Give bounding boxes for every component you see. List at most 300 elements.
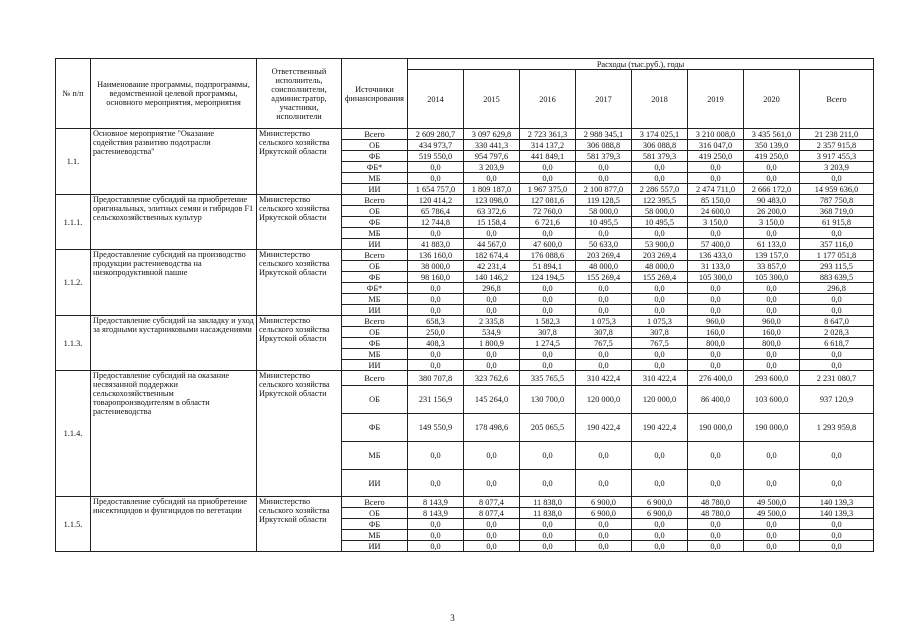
year-value: 120 414,2 — [408, 195, 464, 206]
year-value: 48 000,0 — [576, 261, 632, 272]
funding-source: ОБ — [342, 508, 408, 519]
total-value: 2 231 080,7 — [800, 371, 874, 386]
year-value: 2 609 280,7 — [408, 129, 464, 140]
year-value: 767,5 — [632, 338, 688, 349]
item-responsible: Министерство сельского хозяйства Иркутской области — [257, 250, 342, 316]
year-value: 2 286 557,0 — [632, 184, 688, 195]
year-value: 0,0 — [464, 530, 520, 541]
header-year: 2017 — [576, 70, 632, 129]
year-value: 90 483,0 — [744, 195, 800, 206]
year-value: 6 900,0 — [576, 508, 632, 519]
year-value: 307,8 — [576, 327, 632, 338]
year-value: 203 269,4 — [576, 250, 632, 261]
year-value: 58 000,0 — [576, 206, 632, 217]
year-value: 190 422,4 — [632, 414, 688, 442]
year-value: 323 762,6 — [464, 371, 520, 386]
year-value: 49 500,0 — [744, 497, 800, 508]
total-value: 0,0 — [800, 470, 874, 497]
year-value: 3 150,0 — [744, 217, 800, 228]
year-value: 2 988 345,1 — [576, 129, 632, 140]
year-value: 0,0 — [688, 162, 744, 173]
expenses-table-container — [55, 58, 873, 552]
year-value: 124 194,5 — [520, 272, 576, 283]
header-name: Наименование программы, подпрограммы, ведомственной целевой программы, основного мероприятия, мероприятия — [91, 59, 257, 129]
year-value: 0,0 — [688, 442, 744, 470]
total-value: 787 750,8 — [800, 195, 874, 206]
funding-source: Всего — [342, 497, 408, 508]
total-value: 8 647,0 — [800, 316, 874, 327]
item-number: 1.1.5. — [56, 497, 91, 552]
funding-source: МБ — [342, 173, 408, 184]
total-value: 296,8 — [800, 283, 874, 294]
year-value: 0,0 — [576, 228, 632, 239]
year-value: 139 157,0 — [744, 250, 800, 261]
total-value: 140 139,3 — [800, 508, 874, 519]
table-body — [56, 59, 874, 552]
expenses-table — [55, 58, 874, 552]
year-value: 434 973,7 — [408, 140, 464, 151]
total-value: 0,0 — [800, 541, 874, 552]
total-value: 1 293 959,8 — [800, 414, 874, 442]
year-value: 105 300,0 — [744, 272, 800, 283]
year-value: 38 000,0 — [408, 261, 464, 272]
year-value: 960,0 — [688, 316, 744, 327]
year-value: 10 495,5 — [632, 217, 688, 228]
year-value: 314 137,2 — [520, 140, 576, 151]
total-value: 0,0 — [800, 519, 874, 530]
year-value: 658,3 — [408, 316, 464, 327]
funding-source: МБ — [342, 294, 408, 305]
total-value: 1 177 051,8 — [800, 250, 874, 261]
year-value: 0,0 — [744, 360, 800, 371]
item-number: 1.1. — [56, 129, 91, 195]
year-value: 6 721,6 — [520, 217, 576, 228]
header-year: 2015 — [464, 70, 520, 129]
funding-source: ФБ — [342, 519, 408, 530]
year-value: 61 133,0 — [744, 239, 800, 250]
year-value: 0,0 — [632, 173, 688, 184]
year-value: 190 000,0 — [688, 414, 744, 442]
year-value: 800,0 — [688, 338, 744, 349]
year-value: 136 160,0 — [408, 250, 464, 261]
year-value: 960,0 — [744, 316, 800, 327]
year-value: 0,0 — [744, 294, 800, 305]
year-value: 0,0 — [520, 442, 576, 470]
header-year: 2018 — [632, 70, 688, 129]
item-responsible: Министерство сельского хозяйства Иркутской области — [257, 129, 342, 195]
year-value: 0,0 — [520, 228, 576, 239]
year-value: 160,0 — [688, 327, 744, 338]
year-value: 0,0 — [688, 228, 744, 239]
year-value: 3 203,9 — [464, 162, 520, 173]
year-value: 0,0 — [520, 173, 576, 184]
year-value: 0,0 — [520, 360, 576, 371]
year-value: 57 400,0 — [688, 239, 744, 250]
funding-source: Всего — [342, 250, 408, 261]
year-value: 10 495,5 — [576, 217, 632, 228]
funding-source: ОБ — [342, 140, 408, 151]
year-value: 310 422,4 — [576, 371, 632, 386]
year-value: 419 250,0 — [688, 151, 744, 162]
total-value: 21 238 211,0 — [800, 129, 874, 140]
year-value: 0,0 — [408, 442, 464, 470]
year-value: 0,0 — [744, 283, 800, 294]
year-value: 50 633,0 — [576, 239, 632, 250]
year-value: 306 088,8 — [632, 140, 688, 151]
total-value: 0,0 — [800, 294, 874, 305]
year-value: 0,0 — [464, 228, 520, 239]
year-value: 176 088,6 — [520, 250, 576, 261]
year-value: 41 883,0 — [408, 239, 464, 250]
year-value: 127 081,6 — [520, 195, 576, 206]
year-value: 0,0 — [576, 519, 632, 530]
year-value: 3 435 561,0 — [744, 129, 800, 140]
year-value: 8 077,4 — [464, 508, 520, 519]
year-value: 3 210 008,0 — [688, 129, 744, 140]
year-value: 0,0 — [464, 305, 520, 316]
year-value: 0,0 — [744, 349, 800, 360]
year-value: 44 567,0 — [464, 239, 520, 250]
item-responsible: Министерство сельского хозяйства Иркутской области — [257, 371, 342, 497]
funding-source: Всего — [342, 129, 408, 140]
year-value: 182 674,4 — [464, 250, 520, 261]
year-value: 0,0 — [408, 162, 464, 173]
year-value: 954 797,6 — [464, 151, 520, 162]
year-value: 293 600,0 — [744, 371, 800, 386]
year-value: 0,0 — [520, 530, 576, 541]
year-value: 0,0 — [744, 442, 800, 470]
funding-source: ФБ — [342, 151, 408, 162]
year-value: 0,0 — [464, 294, 520, 305]
funding-source: ИИ — [342, 360, 408, 371]
year-value: 0,0 — [632, 305, 688, 316]
item-name: Предоставление субсидий на приобретение оригинальных, элитных семян и гибридов F1 сельскохозяйственных культур — [91, 195, 257, 250]
year-value: 310 422,4 — [632, 371, 688, 386]
year-value: 33 857,0 — [744, 261, 800, 272]
funding-source: ИИ — [342, 305, 408, 316]
year-value: 0,0 — [688, 294, 744, 305]
year-value: 48 000,0 — [632, 261, 688, 272]
total-value: 368 719,0 — [800, 206, 874, 217]
item-responsible: Министерство сельского хозяйства Иркутской области — [257, 316, 342, 371]
year-value: 0,0 — [576, 349, 632, 360]
year-value: 0,0 — [408, 228, 464, 239]
year-value: 0,0 — [744, 530, 800, 541]
year-value: 12 744,8 — [408, 217, 464, 228]
total-value: 0,0 — [800, 442, 874, 470]
funding-source: Всего — [342, 195, 408, 206]
funding-source: МБ — [342, 530, 408, 541]
year-value: 0,0 — [408, 294, 464, 305]
year-value: 8 077,4 — [464, 497, 520, 508]
funding-source: Всего — [342, 316, 408, 327]
year-value: 0,0 — [464, 470, 520, 497]
header-year: 2020 — [744, 70, 800, 129]
page-number: 3 — [450, 613, 455, 623]
year-value: 0,0 — [464, 173, 520, 184]
year-value: 0,0 — [408, 349, 464, 360]
year-value: 0,0 — [408, 470, 464, 497]
header-responsible: Ответственный исполнитель, соисполнители, администратор, участники, исполнители — [257, 59, 342, 129]
funding-source: ИИ — [342, 184, 408, 195]
year-value: 0,0 — [576, 294, 632, 305]
year-value: 178 498,6 — [464, 414, 520, 442]
year-value: 103 600,0 — [744, 386, 800, 414]
total-value: 0,0 — [800, 173, 874, 184]
header-year: 2016 — [520, 70, 576, 129]
funding-source: ОБ — [342, 386, 408, 414]
year-value: 0,0 — [632, 162, 688, 173]
year-value: 11 838,0 — [520, 497, 576, 508]
year-value: 0,0 — [464, 349, 520, 360]
year-value: 441 849,1 — [520, 151, 576, 162]
year-value: 330 441,3 — [464, 140, 520, 151]
year-value: 15 158,4 — [464, 217, 520, 228]
year-value: 519 550,0 — [408, 151, 464, 162]
year-value: 581 379,3 — [632, 151, 688, 162]
year-value: 1 075,3 — [576, 316, 632, 327]
year-value: 408,3 — [408, 338, 464, 349]
total-value: 883 639,5 — [800, 272, 874, 283]
funding-source: ОБ — [342, 327, 408, 338]
funding-source: ИИ — [342, 541, 408, 552]
year-value: 123 098,0 — [464, 195, 520, 206]
year-value: 0,0 — [576, 541, 632, 552]
year-value: 0,0 — [576, 162, 632, 173]
year-value: 0,0 — [576, 470, 632, 497]
year-value: 0,0 — [464, 360, 520, 371]
year-value: 2 335,8 — [464, 316, 520, 327]
total-value: 140 139,3 — [800, 497, 874, 508]
year-value: 0,0 — [744, 541, 800, 552]
funding-source: ОБ — [342, 261, 408, 272]
year-value: 1 274,5 — [520, 338, 576, 349]
year-value: 0,0 — [632, 349, 688, 360]
year-value: 307,8 — [632, 327, 688, 338]
total-value: 14 959 636,0 — [800, 184, 874, 195]
year-value: 0,0 — [464, 442, 520, 470]
year-value: 1 800,9 — [464, 338, 520, 349]
year-value: 0,0 — [744, 470, 800, 497]
year-value: 8 143,9 — [408, 508, 464, 519]
year-value: 0,0 — [688, 530, 744, 541]
year-value: 0,0 — [576, 442, 632, 470]
funding-source: ФБ — [342, 272, 408, 283]
year-value: 0,0 — [520, 541, 576, 552]
year-value: 136 433,0 — [688, 250, 744, 261]
item-name: Предоставление субсидий на приобретение инсектицидов и фунгицидов по вегетации — [91, 497, 257, 552]
item-name: Предоставление субсидий на производство продукции растениеводства на низкопродуктивной пашне — [91, 250, 257, 316]
year-value: 48 780,0 — [688, 497, 744, 508]
table-row — [56, 371, 874, 386]
year-value: 0,0 — [688, 305, 744, 316]
year-value: 203 269,4 — [632, 250, 688, 261]
year-value: 335 765,5 — [520, 371, 576, 386]
year-value: 0,0 — [520, 519, 576, 530]
funding-source: ФБ — [342, 217, 408, 228]
header-source: Источники финансирования — [342, 59, 408, 129]
year-value: 0,0 — [408, 530, 464, 541]
year-value: 2 474 711,0 — [688, 184, 744, 195]
year-value: 105 300,0 — [688, 272, 744, 283]
year-value: 86 400,0 — [688, 386, 744, 414]
year-value: 767,5 — [576, 338, 632, 349]
funding-source: ОБ — [342, 206, 408, 217]
year-value: 8 143,9 — [408, 497, 464, 508]
year-value: 1 582,3 — [520, 316, 576, 327]
funding-source: ФБ — [342, 338, 408, 349]
total-value: 2 028,3 — [800, 327, 874, 338]
year-value: 0,0 — [408, 173, 464, 184]
year-value: 155 269,4 — [632, 272, 688, 283]
year-value: 0,0 — [520, 283, 576, 294]
year-value: 140 146,2 — [464, 272, 520, 283]
table-row — [56, 195, 874, 206]
year-value: 534,9 — [464, 327, 520, 338]
year-value: 2 100 877,0 — [576, 184, 632, 195]
year-value: 419 250,0 — [744, 151, 800, 162]
table-row — [56, 316, 874, 327]
year-value: 119 128,5 — [576, 195, 632, 206]
year-value: 0,0 — [576, 305, 632, 316]
year-value: 0,0 — [632, 442, 688, 470]
year-value: 276 400,0 — [688, 371, 744, 386]
year-value: 0,0 — [744, 519, 800, 530]
total-value: 0,0 — [800, 228, 874, 239]
year-value: 0,0 — [408, 360, 464, 371]
year-value: 85 150,0 — [688, 195, 744, 206]
year-value: 145 264,0 — [464, 386, 520, 414]
year-value: 0,0 — [520, 349, 576, 360]
year-value: 149 550,9 — [408, 414, 464, 442]
funding-source: ФБ* — [342, 162, 408, 173]
item-name: Предоставление субсидий на оказание несвязанной поддержки сельскохозяйственным товаропроизводителям в области растениеводства — [91, 371, 257, 497]
total-value: 61 915,8 — [800, 217, 874, 228]
year-value: 316 047,0 — [688, 140, 744, 151]
year-value: 0,0 — [688, 519, 744, 530]
year-value: 0,0 — [520, 294, 576, 305]
year-value: 0,0 — [520, 162, 576, 173]
item-number: 1.1.2. — [56, 250, 91, 316]
year-value: 231 156,9 — [408, 386, 464, 414]
year-value: 350 139,0 — [744, 140, 800, 151]
item-name: Предоставление субсидий на закладку и уход за ягодными кустарниковыми насаждениями — [91, 316, 257, 371]
year-value: 0,0 — [408, 541, 464, 552]
funding-source: МБ — [342, 442, 408, 470]
total-value: 0,0 — [800, 530, 874, 541]
funding-source: Всего — [342, 371, 408, 386]
item-name: Основное мероприятие "Оказание содействия развитию подотрасли растениеводства" — [91, 129, 257, 195]
year-value: 6 900,0 — [576, 497, 632, 508]
year-value: 24 600,0 — [688, 206, 744, 217]
year-value: 0,0 — [464, 519, 520, 530]
year-value: 0,0 — [688, 173, 744, 184]
year-value: 49 500,0 — [744, 508, 800, 519]
year-value: 0,0 — [520, 305, 576, 316]
header-total: Всего — [800, 70, 874, 129]
year-value: 51 894,1 — [520, 261, 576, 272]
year-value: 0,0 — [632, 519, 688, 530]
year-value: 0,0 — [520, 470, 576, 497]
year-value: 0,0 — [632, 228, 688, 239]
header-year: 2019 — [688, 70, 744, 129]
year-value: 0,0 — [688, 283, 744, 294]
year-value: 0,0 — [576, 173, 632, 184]
funding-source: МБ — [342, 228, 408, 239]
year-value: 11 838,0 — [520, 508, 576, 519]
header-expenses: Расходы (тыс.руб.), годы — [408, 59, 874, 70]
total-value: 2 357 915,8 — [800, 140, 874, 151]
year-value: 3 150,0 — [688, 217, 744, 228]
year-value: 155 269,4 — [576, 272, 632, 283]
funding-source: ФБ — [342, 414, 408, 442]
funding-source: ИИ — [342, 239, 408, 250]
table-row — [56, 250, 874, 261]
total-value: 6 618,7 — [800, 338, 874, 349]
year-value: 190 422,4 — [576, 414, 632, 442]
year-value: 0,0 — [408, 305, 464, 316]
year-value: 122 395,5 — [632, 195, 688, 206]
item-number: 1.1.4. — [56, 371, 91, 497]
header-year: 2014 — [408, 70, 464, 129]
year-value: 0,0 — [744, 162, 800, 173]
year-value: 0,0 — [632, 360, 688, 371]
year-value: 0,0 — [576, 530, 632, 541]
year-value: 205 065,5 — [520, 414, 576, 442]
year-value: 0,0 — [744, 228, 800, 239]
year-value: 1 654 757,0 — [408, 184, 464, 195]
year-value: 307,8 — [520, 327, 576, 338]
year-value: 0,0 — [632, 470, 688, 497]
year-value: 120 000,0 — [632, 386, 688, 414]
year-value: 26 200,0 — [744, 206, 800, 217]
year-value: 48 780,0 — [688, 508, 744, 519]
year-value: 6 900,0 — [632, 497, 688, 508]
year-value: 160,0 — [744, 327, 800, 338]
year-value: 380 707,8 — [408, 371, 464, 386]
table-row — [56, 497, 874, 508]
funding-source: ФБ* — [342, 283, 408, 294]
year-value: 2 723 361,3 — [520, 129, 576, 140]
year-value: 2 666 172,0 — [744, 184, 800, 195]
year-value: 306 088,8 — [576, 140, 632, 151]
year-value: 296,8 — [464, 283, 520, 294]
total-value: 293 115,5 — [800, 261, 874, 272]
year-value: 6 900,0 — [632, 508, 688, 519]
year-value: 31 133,0 — [688, 261, 744, 272]
item-number: 1.1.3. — [56, 316, 91, 371]
year-value: 0,0 — [744, 173, 800, 184]
year-value: 1 967 375,0 — [520, 184, 576, 195]
funding-source: ИИ — [342, 470, 408, 497]
year-value: 47 600,0 — [520, 239, 576, 250]
year-value: 0,0 — [464, 541, 520, 552]
year-value: 190 000,0 — [744, 414, 800, 442]
year-value: 0,0 — [632, 541, 688, 552]
item-responsible: Министерство сельского хозяйства Иркутской области — [257, 195, 342, 250]
year-value: 0,0 — [576, 283, 632, 294]
table-row — [56, 129, 874, 140]
total-value: 0,0 — [800, 360, 874, 371]
year-value: 58 000,0 — [632, 206, 688, 217]
year-value: 120 000,0 — [576, 386, 632, 414]
year-value: 0,0 — [408, 283, 464, 294]
total-value: 357 116,0 — [800, 239, 874, 250]
year-value: 0,0 — [576, 360, 632, 371]
year-value: 0,0 — [744, 305, 800, 316]
year-value: 581 379,3 — [576, 151, 632, 162]
year-value: 63 372,6 — [464, 206, 520, 217]
